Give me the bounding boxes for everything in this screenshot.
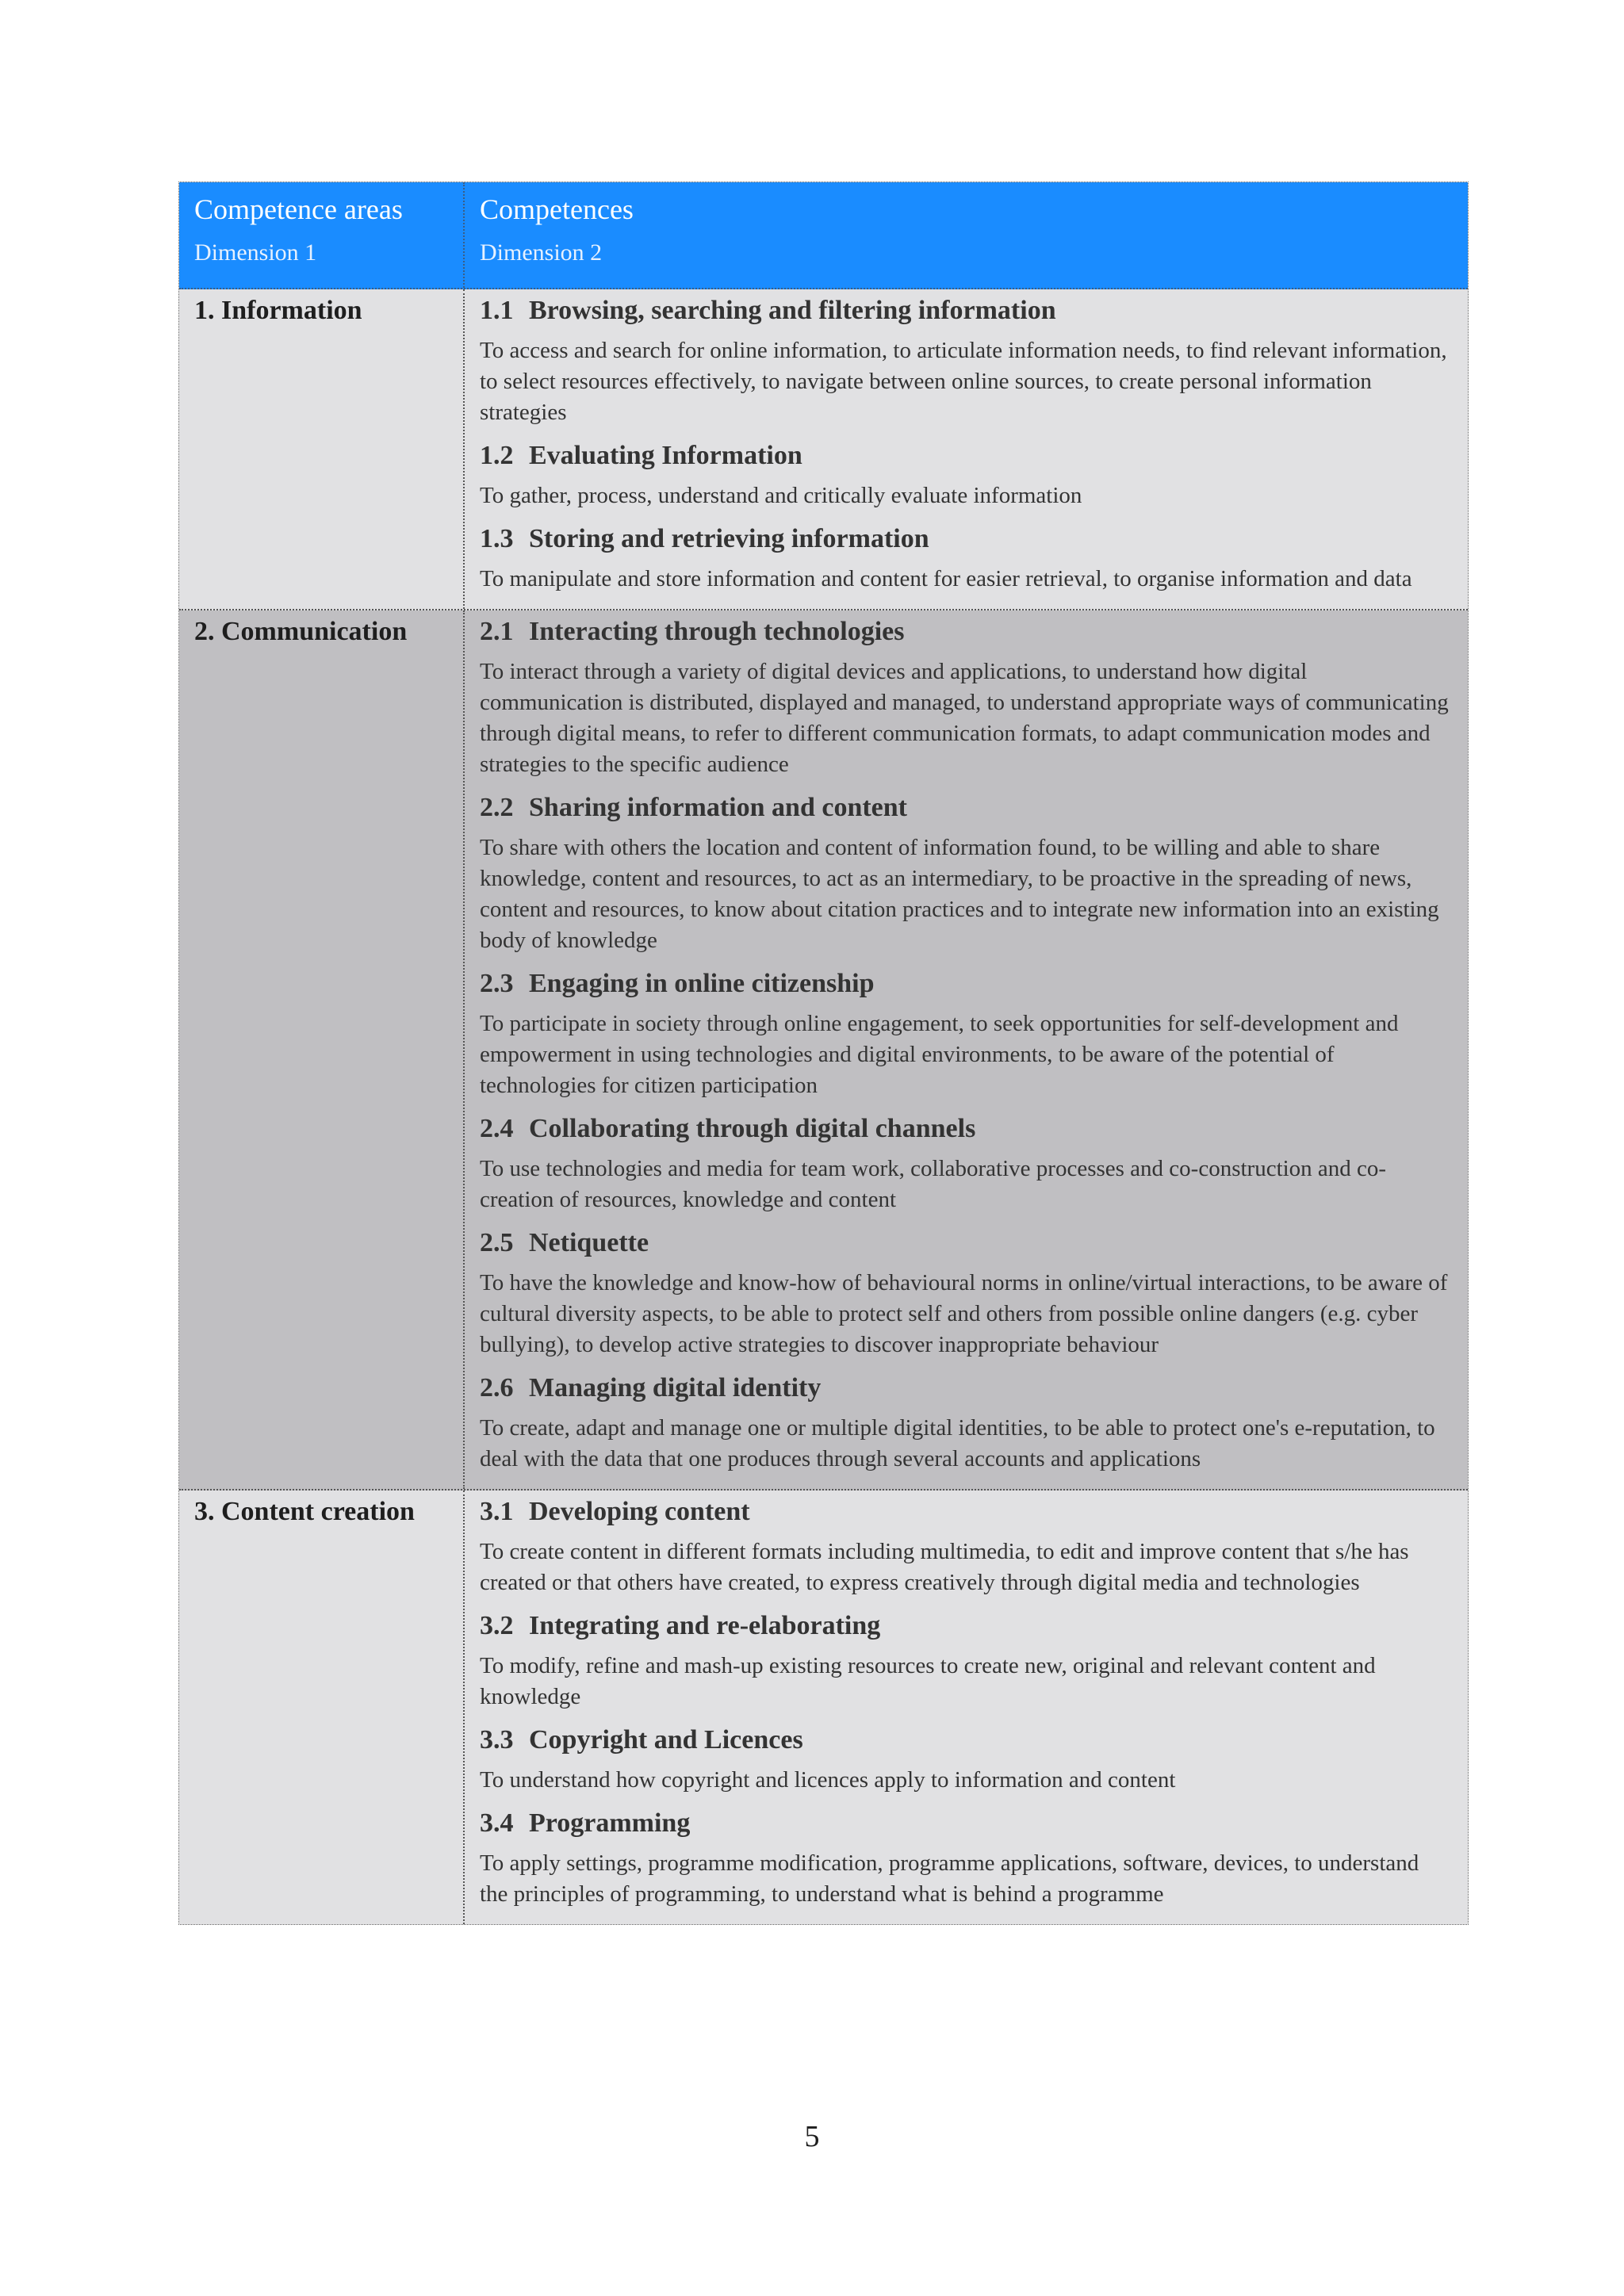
competence-number: 2.3 xyxy=(480,969,514,998)
competence-number: 2.2 xyxy=(480,793,514,822)
competence-table xyxy=(178,182,1469,1925)
competence-description: To gather, process, understand and critically evaluate information xyxy=(480,483,1082,508)
competence-description: To use technologies and media for team work, collaborative processes and co-construction and co-creation of resources, knowledge and content xyxy=(480,1156,1387,1212)
competence-title xyxy=(480,1223,1452,1263)
area-row-information xyxy=(179,289,1468,610)
competence-title-text: Engaging in online citizenship xyxy=(529,969,875,998)
competence-description: To interact through a variety of digital devices and applications, to understand how digital communication is distributed, displayed and managed, to understand appropriate ways of communicating through digital means, to refer to different communication formats, to adapt communication modes and strategies to the specific audience xyxy=(480,659,1449,777)
competence-title-text: Browsing, searching and filtering information xyxy=(529,296,1056,325)
competence-number: 1.3 xyxy=(480,524,514,553)
competence-title xyxy=(480,1109,1452,1149)
competence-list xyxy=(465,289,1468,609)
competence-title-text: Integrating and re-elaborating xyxy=(529,1611,881,1640)
competence-title xyxy=(480,1804,1452,1843)
competence-description: To have the knowledge and know-how of behavioural norms in online/virtual interactions, to be aware of cultural diversity aspects, to be able to protect self and others from possible online dangers (e.g. cyber bullying), to develop active strategies to discover inappropriate behaviour xyxy=(480,1270,1448,1357)
competence-title-text: Netiquette xyxy=(529,1228,649,1257)
competence-title xyxy=(480,1720,1452,1760)
competence-number: 3.1 xyxy=(480,1497,514,1526)
competence-title-text: Sharing information and content xyxy=(529,793,907,822)
competence-title xyxy=(480,612,1452,652)
page-number: 5 xyxy=(804,2120,820,2153)
competence-title xyxy=(480,291,1452,331)
competence-description: To modify, refine and mash-up existing resources to create new, original and relevant content and knowledge xyxy=(480,1653,1376,1709)
competence-description: To understand how copyright and licences apply to information and content xyxy=(480,1767,1176,1793)
competence-number: 2.1 xyxy=(480,617,514,646)
competence-number: 1.2 xyxy=(480,441,514,470)
competence-number: 3.2 xyxy=(480,1611,514,1640)
competence-number: 2.6 xyxy=(480,1373,514,1402)
competence-title-text: Managing digital identity xyxy=(529,1373,822,1402)
competence-title xyxy=(480,1492,1452,1532)
competence-title xyxy=(480,788,1452,828)
competence-description: To manipulate and store information and content for easier retrieval, to organise information and data xyxy=(480,566,1412,591)
competence-description: To create content in different formats including multimedia, to edit and improve content that s/he has created or that others have created, to express creatively through digital media and technologies xyxy=(480,1539,1409,1595)
competence-title-text: Evaluating Information xyxy=(529,441,802,470)
competence-description: To access and search for online information, to articulate information needs, to find relevant information, to select resources effectively, to navigate between online sources, to create personal information strategies xyxy=(480,338,1447,425)
area-name: 2. Communication xyxy=(179,610,465,1489)
header-sub-col2: Dimension 2 xyxy=(480,239,603,266)
competence-number: 2.4 xyxy=(480,1114,514,1143)
competence-title-text: Developing content xyxy=(529,1497,750,1526)
header-title-col2: Competences xyxy=(480,193,634,225)
competence-description: To create, adapt and manage one or multiple digital identities, to be able to protect one's e-reputation, to deal with the data that one produces through several accounts and applications xyxy=(480,1415,1435,1471)
competence-title xyxy=(480,964,1452,1004)
competence-title-text: Storing and retrieving information xyxy=(529,524,929,553)
competence-title xyxy=(480,436,1452,476)
competence-title xyxy=(480,1606,1452,1646)
competence-description: To share with others the location and content of information found, to be willing and able to share knowledge, content and resources, to act as an intermediary, to be proactive in the spreading of news, content and resources, to know about citation practices and to integrate new information into an existing body of knowledge xyxy=(480,835,1439,953)
area-row-communication xyxy=(179,610,1468,1490)
header-cell-competence-areas xyxy=(179,182,465,288)
competence-list xyxy=(465,1490,1468,1924)
competence-title-text: Interacting through technologies xyxy=(529,617,905,646)
competence-title-text: Copyright and Licences xyxy=(529,1725,803,1755)
table-header xyxy=(179,182,1468,289)
competence-number: 3.4 xyxy=(480,1808,514,1838)
area-name: 3. Content creation xyxy=(179,1490,465,1924)
competence-title xyxy=(480,1368,1452,1408)
competence-number: 3.3 xyxy=(480,1725,514,1755)
header-title-col1: Competence areas xyxy=(194,193,403,225)
competence-title-text: Programming xyxy=(529,1808,691,1838)
area-name: 1. Information xyxy=(179,289,465,609)
competence-number: 2.5 xyxy=(480,1228,514,1257)
area-row-content-creation xyxy=(179,1490,1468,1924)
competence-description: To apply settings, programme modification, programme applications, software, devices, to understand the principles of programming, to understand what is behind a programme xyxy=(480,1850,1419,1907)
competence-number: 1.1 xyxy=(480,296,514,325)
header-cell-competences xyxy=(465,182,1468,288)
competence-list xyxy=(465,610,1468,1489)
competence-description: To participate in society through online engagement, to seek opportunities for self-development and empowerment in using technologies and digital environments, to be aware of the potential of technologies for citizen participation xyxy=(480,1011,1399,1098)
competence-title-text: Collaborating through digital channels xyxy=(529,1114,976,1143)
header-sub-col1: Dimension 1 xyxy=(194,239,317,266)
competence-title xyxy=(480,519,1452,559)
